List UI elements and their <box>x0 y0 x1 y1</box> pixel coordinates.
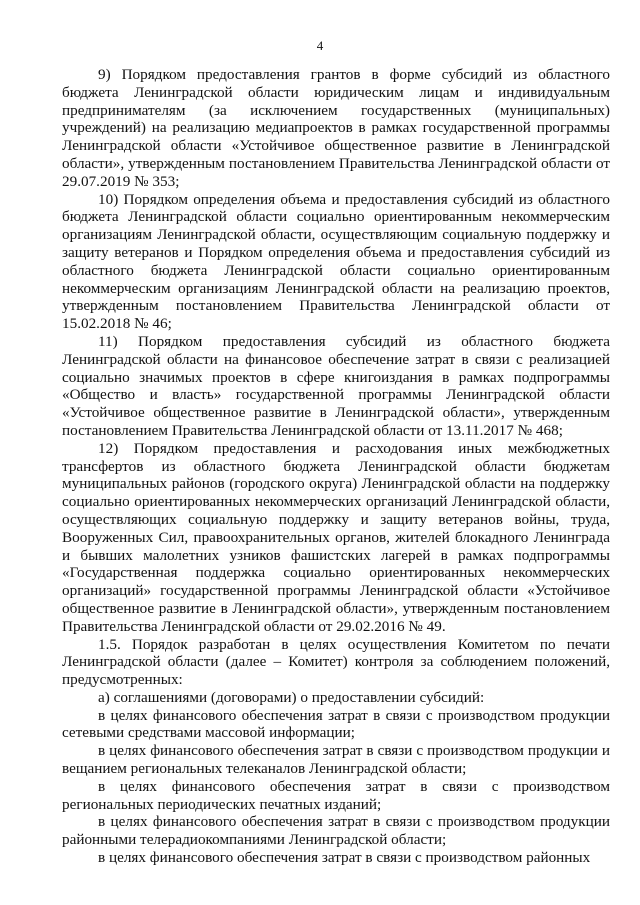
paragraph-item-9: 9) Порядком предоставления грантов в форме субсидий из областного бюджета Ленинградской области юридическим лицам и индивидуальным предпринимателям (за исключением государственных (муниципальных) учреждений) на реализацию медиапроектов в рамках государственной программы Ленинградской области «Устойчивое общественное развитие в Ленинградской области», утвержденным постановлением Правительства Ленинградской области от 29.07.2019 № 353; <box>62 66 610 190</box>
paragraph-item-11: 11) Порядком предоставления субсидий из областного бюджета Ленинградской области на финансовое обеспечение затрат в связи с реализацией социально значимых проектов в сфере книгоиздания в рамках подпрограммы «Общество и власть» государственной программы Ленинградской области «Устойчивое общественное развитие в Ленинградской области», утвержденным постановлением Правительства Ленинградской области от 13.11.2017 № 468; <box>62 332 610 439</box>
document-body <box>62 66 610 867</box>
paragraph-subsidy-periodicals: в целях финансового обеспечения затрат в связи с производством региональных периодических печатных изданий; <box>62 777 610 813</box>
paragraph-subsidy-network-media: в целях финансового обеспечения затрат в связи с производством продукции сетевыми средствами массовой информации; <box>62 706 610 742</box>
paragraph-section-1-5: 1.5. Порядок разработан в целях осуществления Комитетом по печати Ленинградской области (далее – Комитет) контроля за соблюдением положений, предусмотренных: <box>62 635 610 689</box>
paragraph-subsidy-district-partial: в целях финансового обеспечения затрат в связи с производством районных <box>98 849 591 867</box>
paragraph-subsidy-district-tv-radio: в целях финансового обеспечения затрат в связи с производством продукции районными телерадиокомпаниями Ленинградской области; <box>62 813 610 849</box>
paragraph-item-12: 12) Порядком предоставления и расходования иных межбюджетных трансфертов из областного бюджета Ленинградской области бюджетам муниципальных районов (городского округа) Ленинградской области на поддержку социально ориентированных некоммерческих организаций Ленинградской области, осуществляющих социальную поддержку и защиту ветеранов войны, труда, Вооруженных Сил, правоохранительных органов, жителей блокадного Ленинграда и бывших малолетних узников фашистских лагерей в рамках подпрограммы «Государственная поддержка социально ориентированных некоммерческих организаций» государственной программы Ленинградской области «Устойчивое общественное развитие в Ленинградской области», утвержденным постановлением Правительства Ленинградской области от 29.02.2016 № 49. <box>62 439 610 635</box>
paragraph-subitem-a: а) соглашениями (договорами) о предоставлении субсидий: <box>98 688 485 706</box>
paragraph-subsidy-regional-tv: в целях финансового обеспечения затрат в связи с производством продукции и вещанием региональных телеканалов Ленинградской области; <box>62 742 610 778</box>
page-number: 4 <box>316 38 324 53</box>
paragraph-item-10: 10) Порядком определения объема и предоставления субсидий из областного бюджета Ленинградской области социально ориентированным некоммерческим организациям Ленинградской области, осуществляющим социальную поддержку и защиту ветеранов и Порядком определения объема и предоставления субсидий из областного бюджета Ленинградской области социально ориентированным некоммерческим организациям Ленинградской области на реализацию проектов, утвержденным постановлением Правительства Ленинградской области от 15.02.2018 № 46; <box>62 190 610 333</box>
